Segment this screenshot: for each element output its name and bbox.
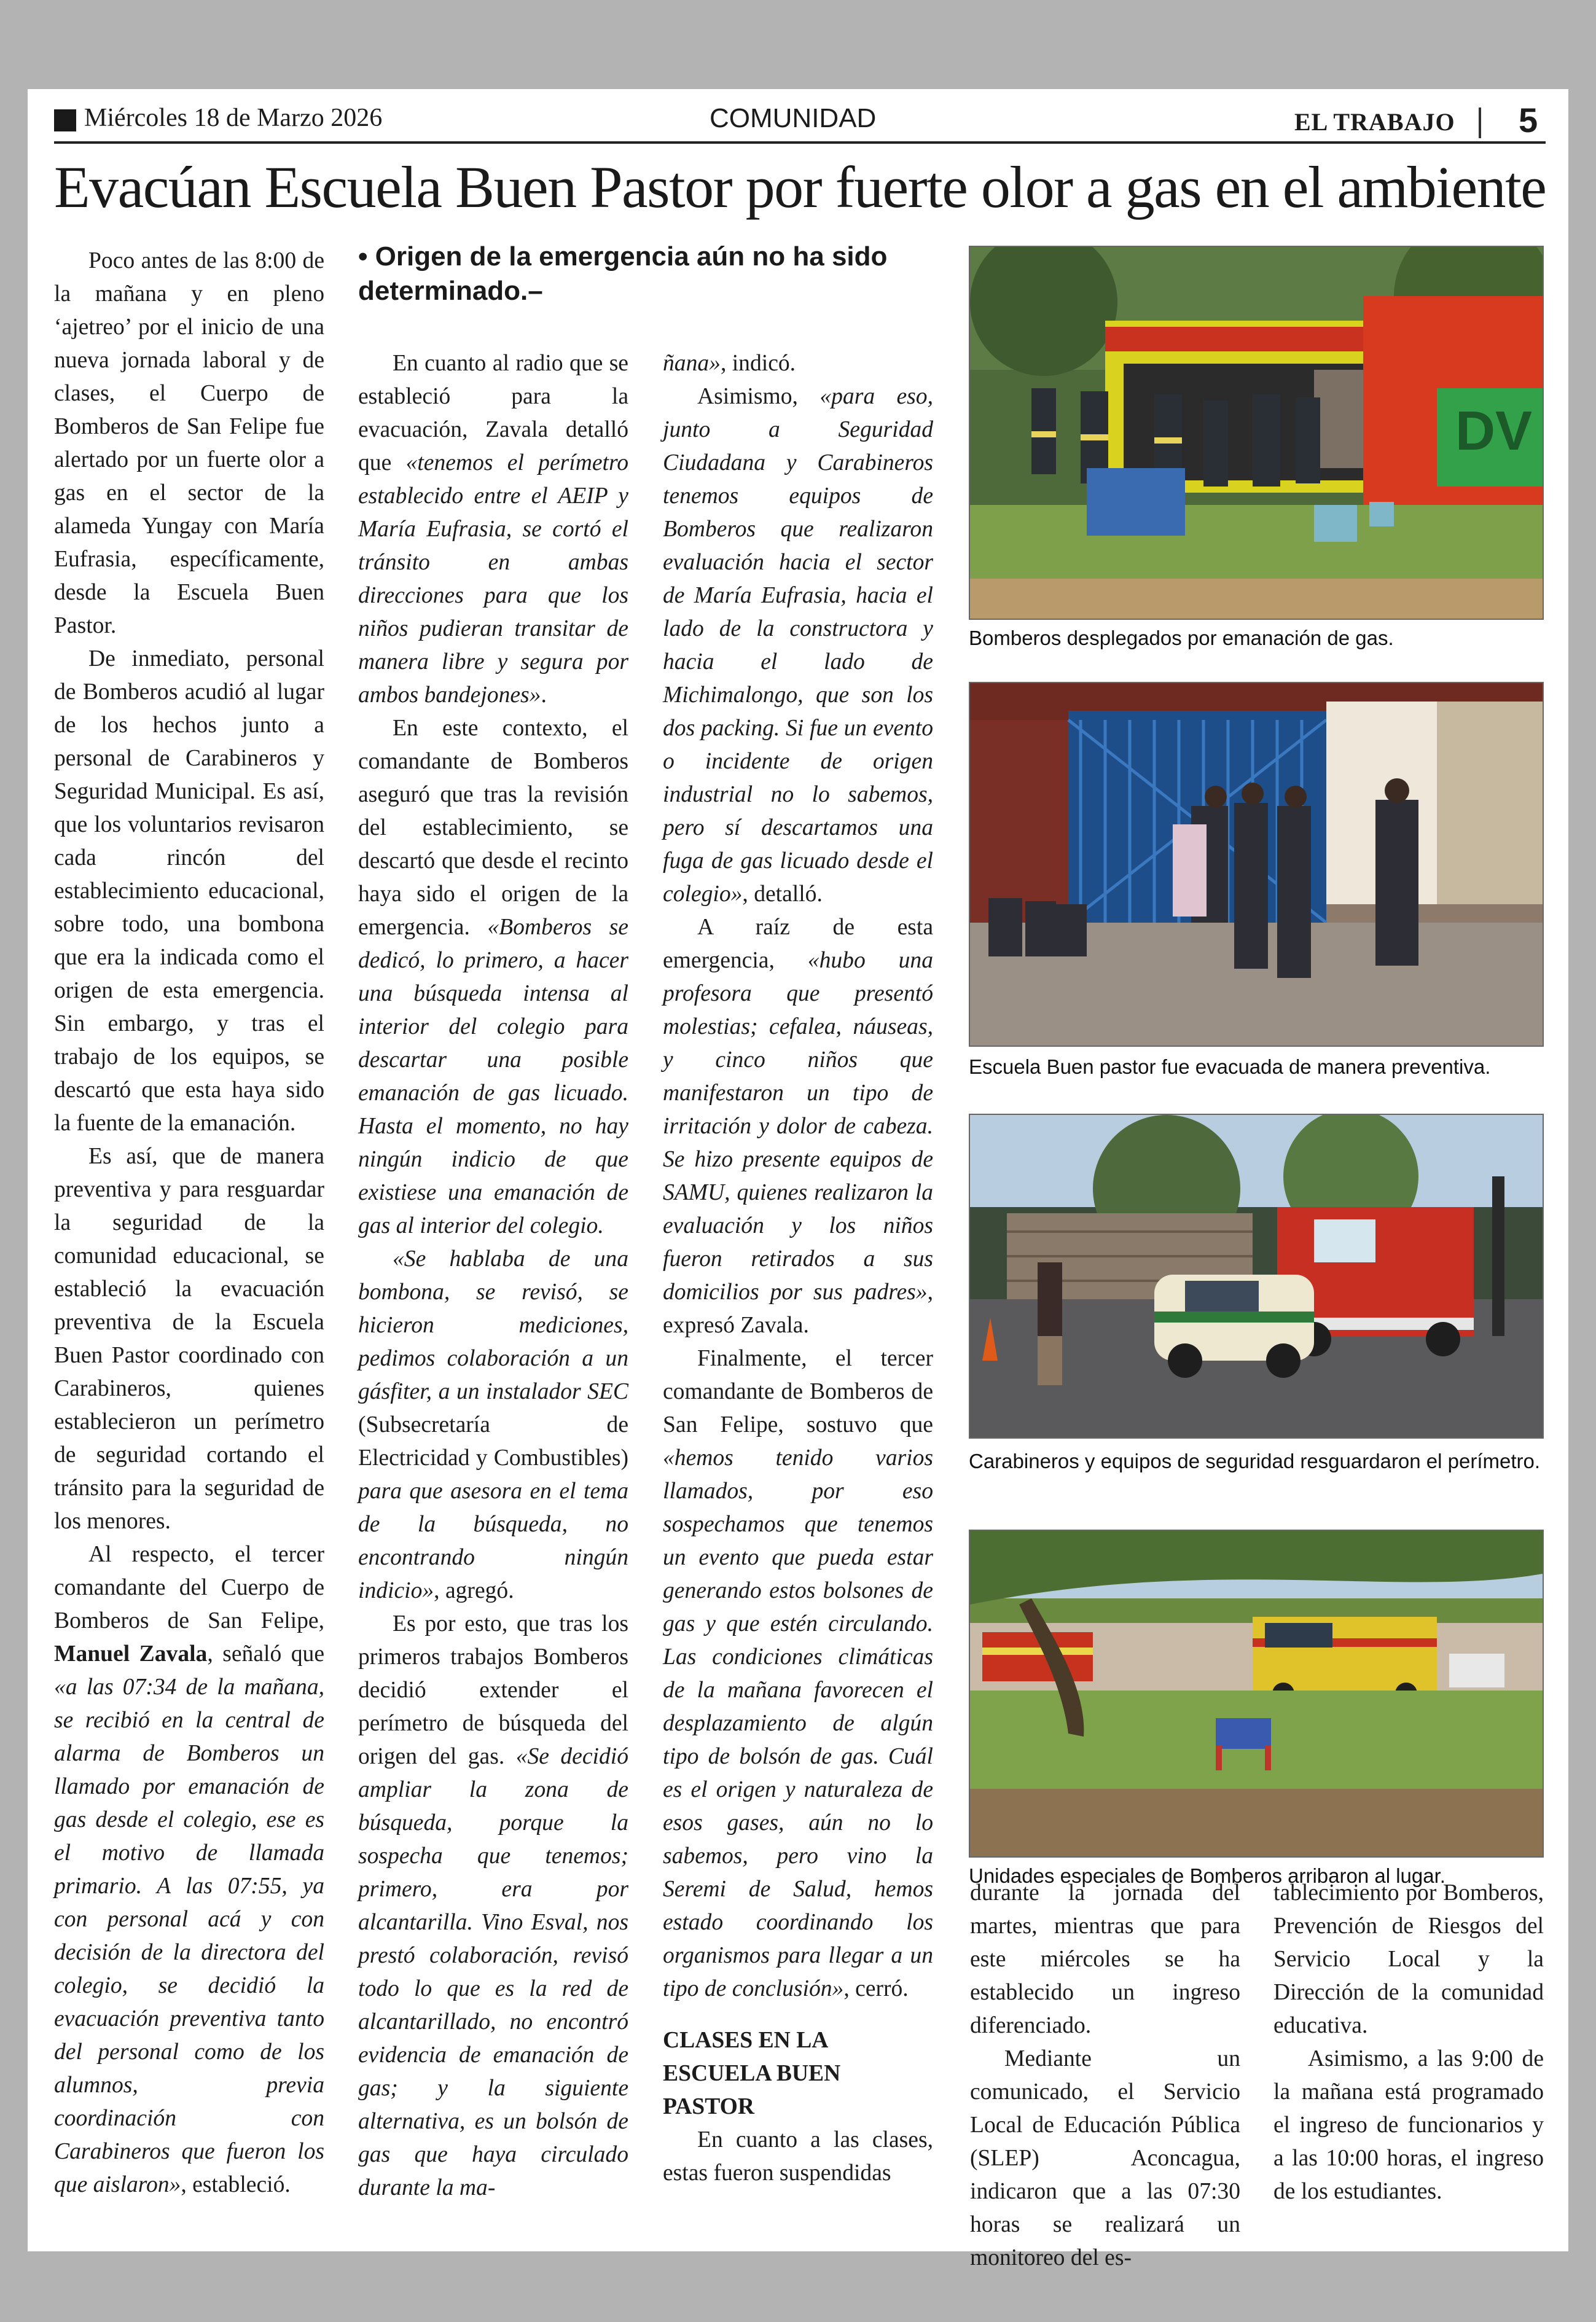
text: , estableció. xyxy=(181,2172,291,2197)
text: Finalmente, el tercer comandante de Bomberos de San Felipe, sostuvo que xyxy=(663,1346,933,1437)
text: Es por esto, que tras los primeros trabajos Bomberos decidió extender el perímetro de búsqueda del origen del gas. xyxy=(358,1611,628,1769)
graffiti-sign-text: DV xyxy=(1455,401,1533,462)
paragraph: De inmediato, personal de Bomberos acudió al lugar de los hechos junto a personal de Carabineros y Seguridad Municipal. Es así, que los voluntarios revisaron cada rincón del establecimiento educacional, sobre todo, una bombona que era la indicada como el origen de esta emergencia. Sin embargo, y tras el trabajo de los equipos, se descartó que esta haya sido la fuente de la emanación. xyxy=(54,646,324,1136)
article-column-2 xyxy=(358,347,628,2205)
article-column-5 xyxy=(1273,1877,1544,2208)
paragraph xyxy=(358,712,628,1243)
text: En cuanto al radio que se estableció para la evacuación, Zavala detalló que xyxy=(358,351,628,475)
paragraph: Mediante un comunicado, el Servicio Local de Educación Pública (SLEP) Aconcagua, indicaron que a las 07:30 horas se realizará un monitoreo del es- xyxy=(970,2046,1240,2270)
paragraph xyxy=(54,1538,324,2202)
article-column-4 xyxy=(970,1877,1240,2275)
text: , indicó. xyxy=(720,351,796,376)
paragraph xyxy=(663,911,933,1342)
newspaper-name: EL TRABAJO xyxy=(1294,108,1455,136)
quote: «Se hablaba de una bombona, se revisó, se hicieron mediciones, pedimos colaboración a un gásfiter, a un instalador SEC xyxy=(358,1246,628,1404)
page-number: 5 xyxy=(1519,101,1538,139)
paragraph xyxy=(663,1342,933,2006)
quote: «hemos tenido varios llamados, por eso sospechamos que tenemos un evento que pueda estar generando estos bolsones de gas y que estén circulando. Las condiciones climáticas de la mañana favorecen el desplazamiento de algún tipo de bolsón de gas. Cuál es el origen y naturaleza de esos gases, aún no lo sabemos, pero vino la Seremi de Salud, hemos estado coordinando los organismos para llegar a un tipo de conclusión» xyxy=(663,1445,933,2001)
paragraph xyxy=(358,1608,628,2205)
text: , detalló. xyxy=(742,882,823,907)
paragraph xyxy=(663,380,933,911)
paragraph xyxy=(663,347,933,380)
quote: para que asesora en el tema de la búsqueda, no encontrando ningún indicio» xyxy=(358,1479,628,1603)
photo-firefighters xyxy=(969,246,1544,620)
photo-caption: Carabineros y equipos de seguridad resguardaron el perímetro. xyxy=(969,1450,1541,1472)
text: . xyxy=(541,682,547,708)
photo-fire-units xyxy=(969,1530,1544,1858)
paragraph: Es así, que de manera preventiva y para resguardar la seguridad de la comunidad educacional, se estableció la evacuación preventiva de la Escuela Buen Pastor coordinado con Carabineros, quienes establecieron un perímetro de seguridad cortando el tránsito para la seguridad de los menores. xyxy=(54,1144,324,1534)
quote: «hubo una profesora que presentó molestias; cefalea, náuseas, y cinco niños que manifestaron un tipo de irritación y dolor de cabeza. Se hizo presente equipos de SAMU, quienes realizaron la evaluación y los niños fueron retirados a sus domicilios por sus padres» xyxy=(663,948,933,1305)
section-name: COMUNIDAD xyxy=(710,103,877,133)
quote: «Bomberos se dedicó, lo primero, a hacer una búsqueda intensa al interior del colegio para descartar una posible emanación de gas licuado. Hasta el momento, no hay ningún indicio de que existiese una emanación de gas al interior del colegio. xyxy=(358,915,628,1238)
paragraph: Poco antes de las 8:00 de la mañana y en pleno ‘ajetreo’ por el inicio de una nueva jornada laboral y de clases, el Cuerpo de Bomberos de San Felipe fue alertado por un fuerte olor a gas en el sector de la alameda Yungay con María Eufrasia, específicamente, desde la Escuela Buen Pastor. xyxy=(54,248,324,638)
quote: «para eso, junto a Seguridad Ciudadana y Carabineros tenemos equipos de Bomberos que realizaron evaluación hacia el sector de María Eufrasia, hacia el lado de la constructora y hacia el lado de Michimalongo, que son los dos packing. Si fue un evento o incidente de origen industrial no lo sabemos, pero sí descartamos una fuga de gas licuado desde el colegio» xyxy=(663,384,933,907)
header-bullet-square xyxy=(54,109,76,131)
text: , señaló que xyxy=(207,1641,324,1667)
text: , expresó Zavala. xyxy=(663,1280,933,1338)
paragraph: durante la jornada del martes, mientras que para este miércoles se ha establecido un ingreso diferenciado. xyxy=(970,1880,1240,2038)
paragraph: Asimismo, a las 9:00 de la mañana está programado el ingreso de funcionarios y a las 10:00 horas, el ingreso de los estudiantes. xyxy=(1273,2046,1544,2204)
paragraph xyxy=(358,1243,628,1608)
person-name: Manuel Zavala xyxy=(54,1641,208,1667)
photo-caption: Bomberos desplegados por emanación de gas. xyxy=(969,627,1394,649)
quote: ñana» xyxy=(663,351,721,376)
quote: «tenemos el perímetro establecido entre el AEIP y María Eufrasia, se cortó el tránsito en ambas direcciones para que los niños pudieran transitar de manera libre y segura por ambos bandejones» xyxy=(358,450,628,708)
newspaper-page xyxy=(28,89,1568,2270)
issue-date: Miércoles 18 de Marzo 2026 xyxy=(84,104,383,132)
quote: «a las 07:34 de la mañana, se recibió en la central de alarma de Bomberos un llamado por emanación de gas desde el colegio, ese es el motivo de llamada primario. A las 07:55, ya con personal acá y con decisión de la directora del colegio, se decidió la evacuación preventiva tanto del personal como de los alumnos, previa coordinación con Carabineros que fueron los que aislaron» xyxy=(54,1675,324,2197)
text: , cerró. xyxy=(843,1976,909,2001)
deck-subtitle: • Origen de la emergencia aún no ha sido determinado.– xyxy=(358,241,888,306)
text: A raíz de esta emergencia, xyxy=(663,915,933,973)
text: En este contexto, el comandante de Bomberos aseguró que tras la revisión del establecimiento, se descartó que desde el recinto haya sido el origen de la emergencia. xyxy=(358,716,628,940)
article-column-1 xyxy=(54,244,324,2202)
photo-police-perimeter xyxy=(969,1114,1544,1439)
text: , agregó. xyxy=(434,1578,514,1603)
article-column-3 xyxy=(663,347,933,2190)
paragraph: En cuanto a las clases, estas fueron suspendidas xyxy=(663,2127,933,2186)
text: (Subsecretaría de Electricidad y Combustibles) xyxy=(358,1412,628,1471)
section-subheading: CLASES EN LA ESCUELA BUEN PASTOR xyxy=(663,2028,841,2119)
paragraph: tablecimiento por Bomberos, Prevención de Riesgos del Servicio Local y la Dirección de la comunidad educativa. xyxy=(1273,1880,1544,2038)
text: Al respecto, el tercer comandante del Cuerpo de Bomberos de San Felipe, xyxy=(54,1542,324,1633)
quote: «Se decidió ampliar la zona de búsqueda, porque la sospecha que tenemos; primero, era por alcantarilla. Vino Esval, nos prestó colaboración, revisó todo lo que es la red de alcantarillado, no encontró evidencia de emanación de gas; y la siguiente alternativa, es un bolsón de gas que haya circulado durante la ma- xyxy=(358,1744,628,2200)
photo-evacuated-school xyxy=(969,682,1544,1047)
header-divider xyxy=(1479,108,1481,138)
text: Asimismo, xyxy=(697,384,798,409)
header-rule xyxy=(54,141,1546,144)
headline: Evacúan Escuela Buen Pastor por fuerte olor a gas en el ambiente xyxy=(54,154,1546,220)
paragraph xyxy=(358,347,628,712)
photo-caption: Unidades especiales de Bomberos arribaron al lugar. xyxy=(969,1864,1445,1887)
photo-caption: Escuela Buen pastor fue evacuada de manera preventiva. xyxy=(969,1055,1491,1078)
